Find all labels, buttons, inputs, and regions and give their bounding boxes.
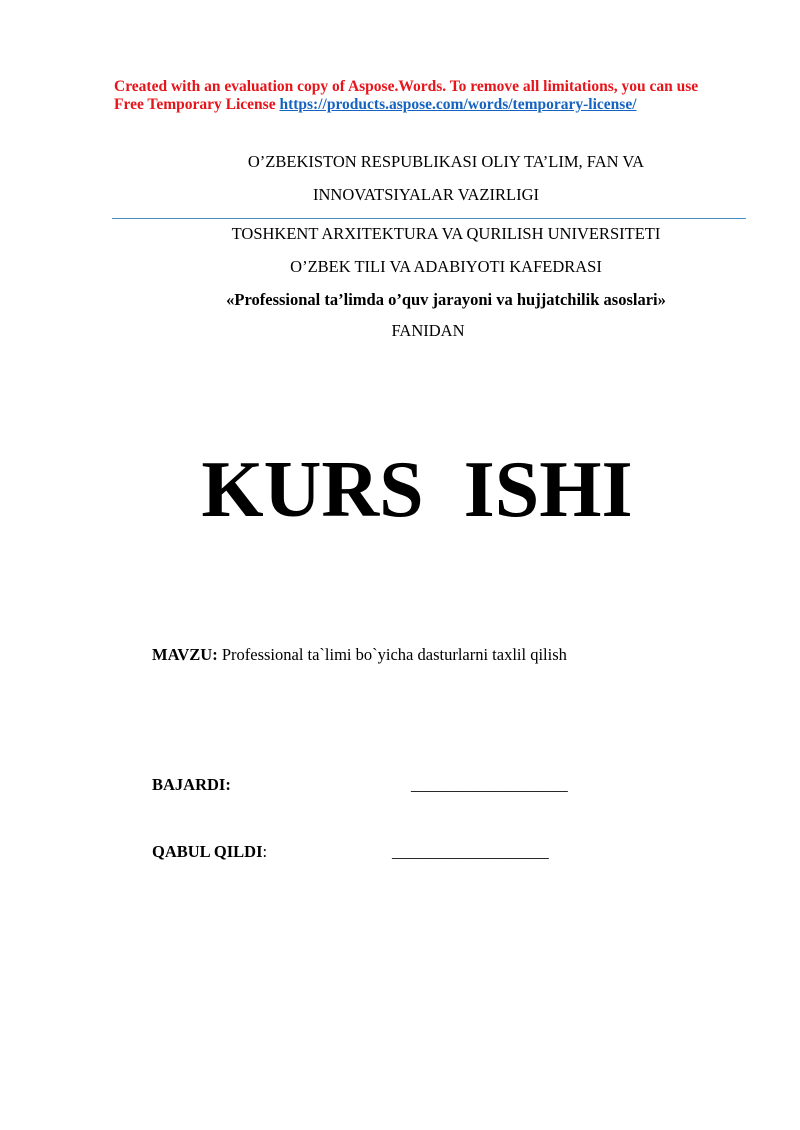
- accepted-by-colon: :: [262, 842, 268, 861]
- evaluation-watermark: [114, 78, 774, 114]
- header-divider: [112, 218, 746, 219]
- performed-by-blank: ___________________: [411, 775, 568, 794]
- watermark-license-text: Free Temporary License: [114, 96, 276, 113]
- department-name: O’ZBEK TILI VA ADABIYOTI KAFEDRASI: [290, 257, 602, 276]
- watermark-line-1: Created with an evaluation copy of Aspose.Words. To remove all limitations, you can use: [114, 78, 699, 95]
- performed-by-line: [152, 775, 231, 795]
- accepted-by-blank: ___________________: [392, 842, 549, 861]
- topic-label: MAVZU:: [152, 645, 218, 664]
- accepted-by-label: QABUL QILDI: [152, 842, 263, 861]
- ministry-name-line-2: INNOVATSIYALAR VAZIRLIGI: [313, 185, 539, 204]
- subject-name: «Professional ta’limda o’quv jarayoni va hujjatchilik asoslari»: [226, 290, 666, 309]
- ministry-name-line-1: O’ZBEKISTON RESPUBLIKASI OLIY TA’LIM, FAN VA: [247, 152, 645, 171]
- temporary-license-link[interactable]: https://products.aspose.com/words/temporary-license/: [279, 96, 637, 113]
- accepted-by-line: [152, 842, 267, 862]
- topic-value: Professional ta`limi bo`yicha dasturlarni taxlil qilish: [217, 645, 567, 664]
- university-name: TOSHKENT ARXITEKTURA VA QURILISH UNIVERSITETI: [231, 224, 661, 243]
- document-title: KURS ISHI: [201, 446, 633, 534]
- performed-by-label: BAJARDI:: [152, 775, 231, 794]
- topic-line: [152, 645, 567, 665]
- subject-suffix: FANIDAN: [391, 321, 465, 340]
- watermark-line-2: [114, 96, 774, 114]
